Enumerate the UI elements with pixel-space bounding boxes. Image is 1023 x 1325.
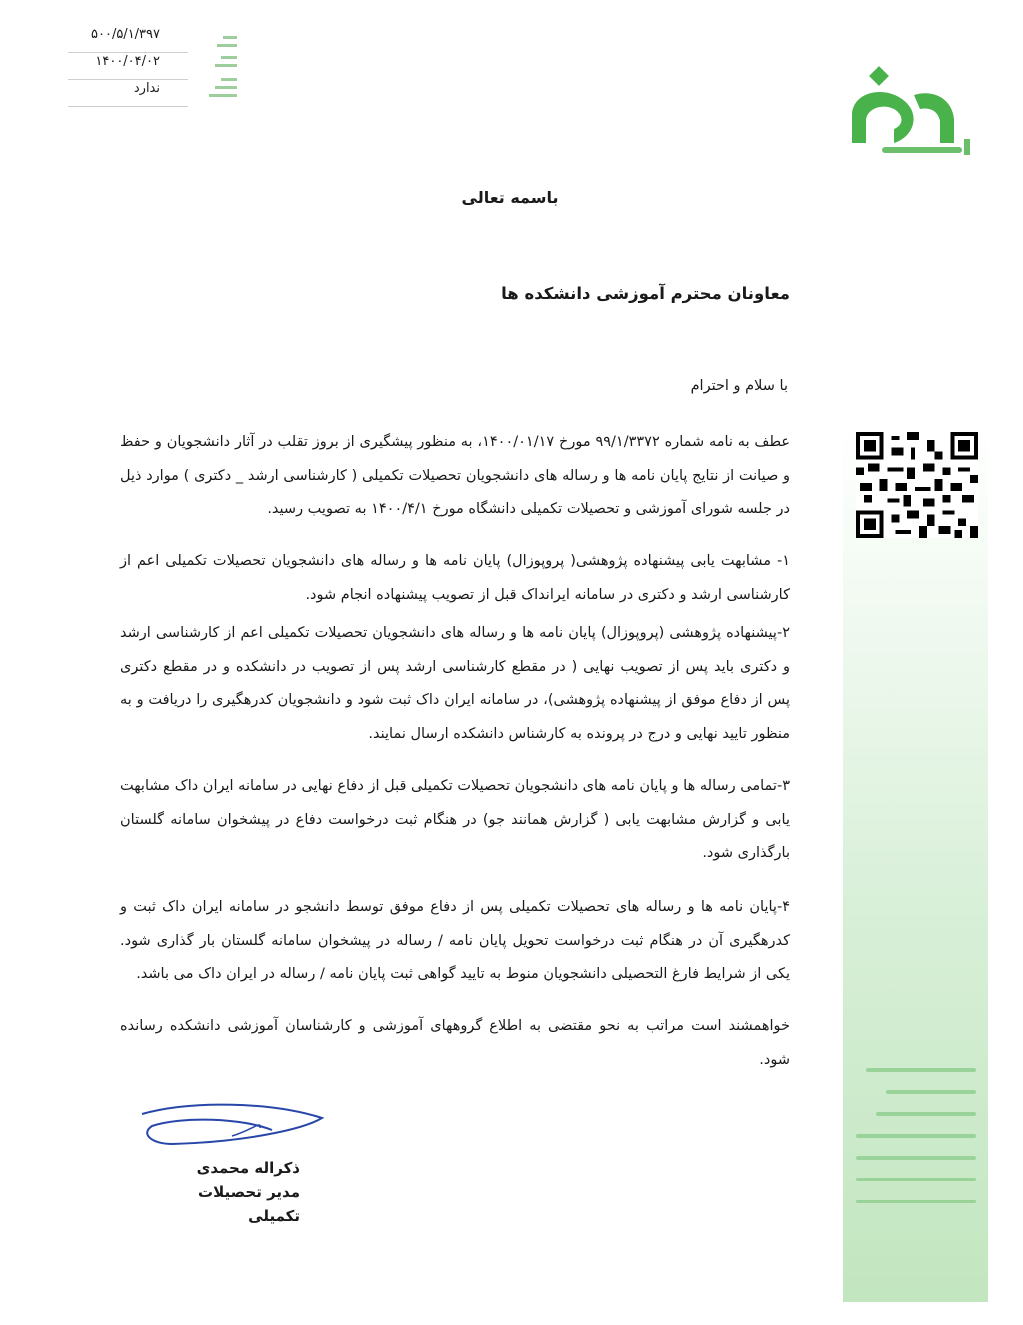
handwritten-signature <box>132 1100 332 1160</box>
meta-labels-stamp <box>195 30 245 102</box>
qr-code[interactable] <box>855 432 979 538</box>
letter-attachment: ندارد <box>68 80 188 107</box>
item-1-paragraph: ۱- مشابهت یابی پیشنهاده پژوهشی( پروپوزال) پایان نامه ها و رساله های دانشجویان تحصیلات تکمیلی اعم از کارشناسی ارشد و دکتری در سامانه ایرانداک قبل از تصویب پیشنهاده انجام شود. <box>120 553 790 603</box>
letter-item-2 <box>120 617 790 751</box>
letter-item-4 <box>120 891 790 992</box>
letter-item-3 <box>120 770 790 871</box>
item-4-paragraph: ۴-پایان نامه ها و رساله های تحصیلات تکمیلی پس از دفاع موفق توسط دانشجو در سامانه ایران داک ثبت و کدرهگیری آن در هنگام ثبت درخواست تحویل پایان نامه / رساله در پیشخوان سامانه گلستان بار گذاری شود. یکی از شرایط فارغ التحصیلی دانشجویان منوط به تایید گواهی ثبت پایان نامه / رساله در ایران داک می باشد. <box>120 899 790 982</box>
item-3-paragraph: ۳-تمامی رساله ها و پایان نامه های دانشجویان تحصیلات تکمیلی قبل از دفاع نهایی در سامانه ایران داک مشابهت یابی و گزارش مشابهت یابی ( گزارش همانند جو) در هنگام ثبت درخواست دفاع در پیشخوان سامانه گلستان بارگذاری شود. <box>120 778 790 861</box>
signatory <box>150 1156 300 1228</box>
letter-closing <box>120 1010 790 1077</box>
letter-meta <box>68 26 188 107</box>
letter-date: ۱۴۰۰/۰۴/۰۲ <box>68 53 188 80</box>
intro-paragraph: عطف به نامه شماره ۹۹/۱/۳۳۷۲ مورخ ۱۴۰۰/۰۱/۱۷، به منظور پیشگیری از بروز تقلب در آثار دانشجویان و حفظ و صیانت از نتایج پایان نامه ها و رساله های دانشجویان تحصیلات تکمیلی ( کارشناسی ارشد _ دکتری ) موارد ذیل در جلسه شورای آموزشی و تحصیلات تکمیلی دانشگاه مورخ ۱۴۰۰/۴/۱ به تصویب رسید. <box>120 434 790 517</box>
signatory-name: ذکراله محمدی <box>196 1159 300 1177</box>
heading-basmala: باسمه تعالی <box>461 188 559 207</box>
closing-paragraph: خواهمشند است مراتب به نحو مقتضی به اطلاع گروههای آموزشی و کارشناسان آموزشی دانشکده رسانده شود. <box>120 1018 790 1068</box>
letter-number: ۵۰۰/۵/۱/۳۹۷ <box>68 26 188 53</box>
side-contact-info <box>846 1060 981 1230</box>
addressee: معاونان محترم آموزشی دانشکده ها <box>501 284 790 303</box>
item-2-paragraph: ۲-پیشنهاده پژوهشی (پروپوزال) پایان نامه ها و رساله های دانشجویان تحصیلات تکمیلی اعم از کارشناسی ارشد و دکتری باید پس از تصویب نهایی ( در مقطع کارشناسی ارشد پس از تصویب در دانشکده و در مقطع دکتری پس از دفاع موفق از پیشنهاده پژوهشی)، در سامانه ایران داک ثبت شود و دانشجویان کدرهگیری را دریافت و به منظور تایید نهایی و درج در پرونده به کارشناس دانشکده ارسال نمایند. <box>120 625 790 742</box>
letter-item-1 <box>120 545 790 612</box>
greeting: با سلام و احترام <box>690 378 788 394</box>
signatory-position: مدیر تحصیلات تکمیلی <box>198 1183 300 1225</box>
university-logo <box>842 55 982 165</box>
letter-intro <box>120 426 790 527</box>
